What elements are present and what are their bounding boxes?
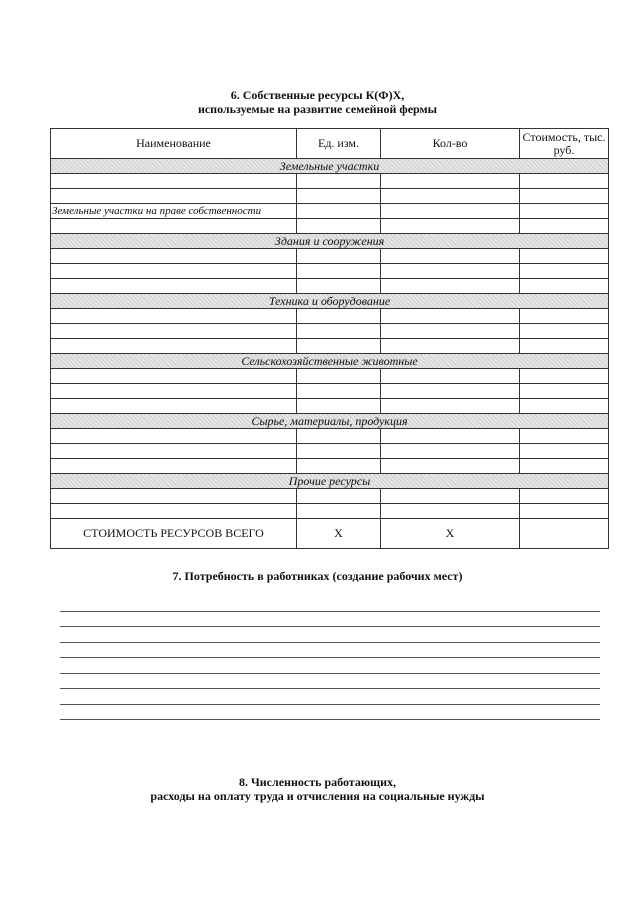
table-row-total: [51, 519, 609, 549]
workers-writing-lines: [60, 596, 600, 720]
cell[interactable]: [381, 279, 520, 294]
total-cost-cell[interactable]: [520, 519, 609, 549]
table-row: [51, 309, 609, 324]
cell[interactable]: [51, 399, 297, 414]
table-row: [51, 459, 609, 474]
cell[interactable]: [297, 264, 381, 279]
category-label: Сельскохозяйственные животные: [51, 354, 609, 369]
cell[interactable]: [381, 264, 520, 279]
cell[interactable]: [381, 429, 520, 444]
writing-line[interactable]: [60, 689, 600, 705]
writing-line[interactable]: [60, 627, 600, 643]
cell[interactable]: [381, 399, 520, 414]
total-label: СТОИМОСТЬ РЕСУРСОВ ВСЕГО: [51, 519, 297, 549]
col-header-cost: Стоимость, тыс. руб.: [520, 129, 609, 159]
cell[interactable]: [381, 384, 520, 399]
writing-line[interactable]: [60, 612, 600, 628]
table-row: [51, 219, 609, 234]
category-row-other: [51, 474, 609, 489]
cell[interactable]: [297, 219, 381, 234]
cell[interactable]: [51, 489, 297, 504]
cell[interactable]: [51, 189, 297, 204]
cell[interactable]: [381, 189, 520, 204]
cell[interactable]: [51, 264, 297, 279]
category-row-equipment: [51, 294, 609, 309]
category-label: Прочие ресурсы: [51, 474, 609, 489]
cell[interactable]: [297, 324, 381, 339]
cell[interactable]: [51, 339, 297, 354]
cell[interactable]: [51, 384, 297, 399]
cell[interactable]: [520, 309, 609, 324]
table-row: [51, 489, 609, 504]
cell[interactable]: [381, 174, 520, 189]
cell[interactable]: [381, 504, 520, 519]
cell[interactable]: [51, 249, 297, 264]
cell[interactable]: [381, 459, 520, 474]
cell[interactable]: [381, 369, 520, 384]
cell[interactable]: [520, 504, 609, 519]
cell[interactable]: [297, 399, 381, 414]
cell[interactable]: [520, 204, 609, 219]
cell[interactable]: [297, 384, 381, 399]
cell[interactable]: [520, 339, 609, 354]
cell[interactable]: [381, 444, 520, 459]
cell[interactable]: [381, 339, 520, 354]
cell[interactable]: [520, 279, 609, 294]
table-row: [51, 369, 609, 384]
cell[interactable]: [297, 489, 381, 504]
table-row: [51, 324, 609, 339]
cell[interactable]: [297, 204, 381, 219]
writing-line[interactable]: [60, 643, 600, 659]
cell[interactable]: [297, 339, 381, 354]
table-row: [51, 279, 609, 294]
cell[interactable]: [520, 189, 609, 204]
cell[interactable]: [51, 279, 297, 294]
cell[interactable]: [297, 174, 381, 189]
section-7-heading: [0, 569, 635, 583]
section-6-title-line1: 6. Собственные ресурсы К(Ф)Х,: [230, 88, 405, 102]
cell[interactable]: [520, 264, 609, 279]
cell[interactable]: [297, 504, 381, 519]
table-row-land-owned: [51, 204, 609, 219]
writing-line[interactable]: [60, 596, 600, 612]
cell[interactable]: [51, 504, 297, 519]
category-row-animals: [51, 354, 609, 369]
land-owned-label: Земельные участки на праве собственности: [51, 204, 297, 219]
cell[interactable]: [51, 309, 297, 324]
cell[interactable]: [51, 459, 297, 474]
table-row: [51, 189, 609, 204]
writing-line[interactable]: [60, 674, 600, 690]
col-header-name: Наименование: [51, 129, 297, 159]
cell[interactable]: [297, 369, 381, 384]
cell[interactable]: [381, 219, 520, 234]
section-6-title-line2: используемые на развитие семейной фермы: [197, 102, 438, 116]
section-7-title: 7. Потребность в работниках (создание рабочих мест): [172, 569, 463, 583]
cell[interactable]: [297, 279, 381, 294]
writing-line[interactable]: [60, 658, 600, 674]
table-row: [51, 339, 609, 354]
cell[interactable]: [51, 219, 297, 234]
cell[interactable]: [51, 174, 297, 189]
writing-line[interactable]: [60, 705, 600, 721]
col-header-qty: Кол-во: [381, 129, 520, 159]
category-row-land: [51, 159, 609, 174]
cell[interactable]: [520, 444, 609, 459]
cell[interactable]: [520, 174, 609, 189]
cell[interactable]: [51, 429, 297, 444]
cell[interactable]: [297, 309, 381, 324]
table-row: [51, 444, 609, 459]
table-row: [51, 174, 609, 189]
cell[interactable]: [381, 309, 520, 324]
category-label: Сырье, материалы, продукция: [51, 414, 609, 429]
cell[interactable]: [381, 204, 520, 219]
total-unit-mark: Х: [297, 519, 381, 549]
cell[interactable]: [520, 459, 609, 474]
total-qty-mark: Х: [381, 519, 520, 549]
cell[interactable]: [381, 324, 520, 339]
cell[interactable]: [520, 219, 609, 234]
cell[interactable]: [520, 489, 609, 504]
table-row: [51, 264, 609, 279]
table-row: [51, 429, 609, 444]
cell[interactable]: [51, 369, 297, 384]
category-row-buildings: [51, 234, 609, 249]
table-header-row: [51, 129, 609, 159]
cell[interactable]: [520, 384, 609, 399]
category-label: Здания и сооружения: [51, 234, 609, 249]
cell[interactable]: [297, 189, 381, 204]
cell[interactable]: [381, 489, 520, 504]
cell[interactable]: [297, 444, 381, 459]
cell[interactable]: [51, 444, 297, 459]
col-header-unit: Ед. изм.: [297, 129, 381, 159]
category-label: Земельные участки: [51, 159, 609, 174]
section-6-heading: [0, 88, 635, 116]
cell[interactable]: [520, 369, 609, 384]
cell[interactable]: [520, 429, 609, 444]
section-8-heading: [0, 775, 635, 803]
section-8-title-line2: расходы на оплату труда и отчисления на социальные нужды: [150, 789, 485, 803]
cell[interactable]: [297, 429, 381, 444]
cell[interactable]: [520, 399, 609, 414]
category-row-materials: [51, 414, 609, 429]
resources-table: [50, 128, 609, 549]
cell[interactable]: [297, 459, 381, 474]
table-row: [51, 399, 609, 414]
category-label: Техника и оборудование: [51, 294, 609, 309]
cell[interactable]: [520, 249, 609, 264]
cell[interactable]: [520, 324, 609, 339]
table-row: [51, 504, 609, 519]
cell[interactable]: [297, 249, 381, 264]
table-row: [51, 249, 609, 264]
section-8-title-line1: 8. Численность работающих,: [238, 775, 397, 789]
cell[interactable]: [381, 249, 520, 264]
table-row: [51, 384, 609, 399]
cell[interactable]: [51, 324, 297, 339]
